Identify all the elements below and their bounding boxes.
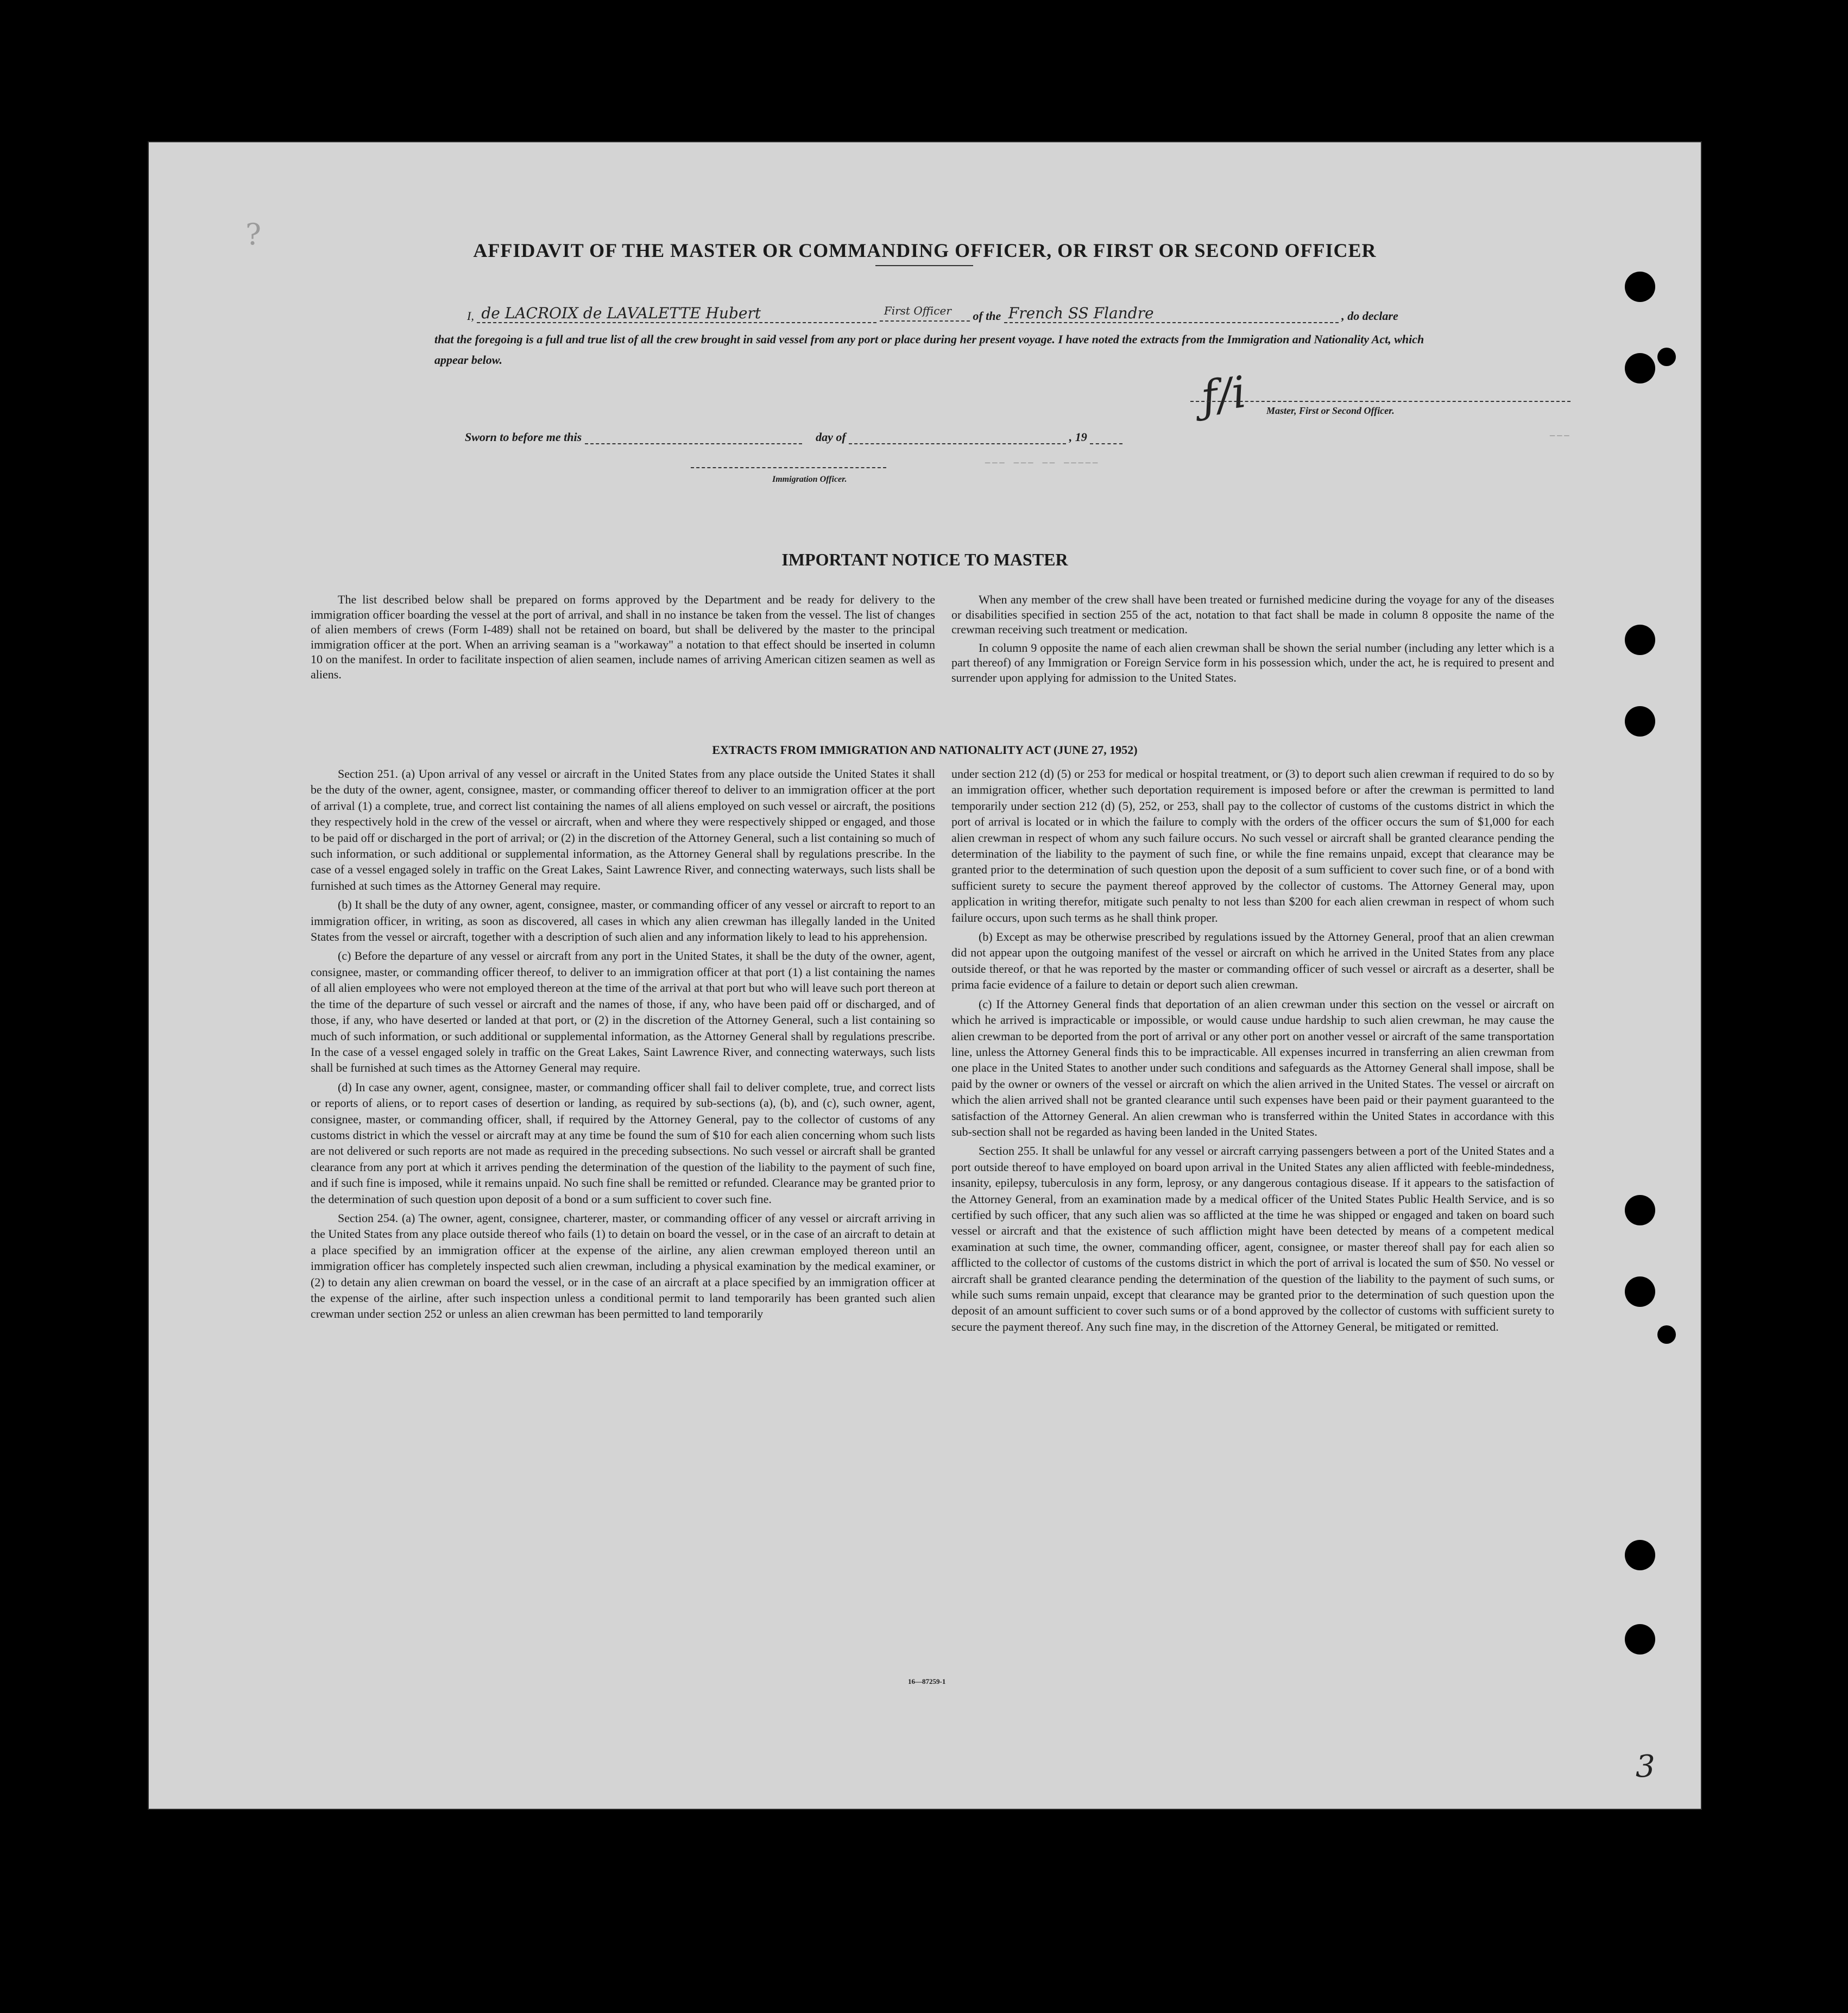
punch-hole [1625,1276,1655,1307]
signature-line [1190,401,1571,402]
sworn-blank [585,429,802,444]
declaration-prefix: I, [467,309,474,323]
section-251b: (b) It shall be the duty of any owner, agent, consignee, master, or commanding officer of any vessel or aircraft to report to an immigration officer, in writing, as soon as discovered, all cases in which any alien crewman has illegally landed in the United States from the vessel or aircraft, together with a description of such alien and any information likely to lead to his apprehension. [311,898,935,944]
punch-hole [1625,706,1655,737]
section-254a: Section 254. (a) The owner, agent, consignee, charterer, master, or commanding officer of any vessel or aircraft arriving in the United States from any place outside thereof who fails (1) to detain on board the vessel, or in the case of an aircraft to detain at a place specified by an immigration officer at the expense of the airline, any alien crewman employed thereon until an immigration officer has completely inspected such alien crewman, including a physical examination by the medical examiner, or (2) to detain any alien crewman on board the vessel, or in the case of an aircraft at a place specified by an immigration officer at the expense of the airline, after such inspection unless a conditional permit to land temporarily has been granted such alien crewman under section 252 or unless an alien crewman has been permitted to land temporarily [311,1211,935,1321]
month-blank [849,429,1066,444]
punch-hole [1625,1624,1655,1655]
punch-hole [1625,272,1655,302]
notice-left-text: The list described below shall be prepared on forms approved by the Department and be ready for delivery to the immigration officer boarding the vessel at the port of arrival, and shall in no instance be taken from the vessel. The list of changes of alien members of crews (Form I-489) shall not be retained on board, but shall be delivered by the master to the principal immigration officer at the port. When an arriving seaman is a "workaway" a notation to that effect should be inserted in column 10 on the manifest. In order to facilitate inspection of alien seamen, include names of arriving American citizen seamen as well as aliens. [311,593,935,681]
immigration-officer-line [691,467,886,468]
document-page [148,141,1702,1810]
bleed-through: ‒‒‒ [1549,429,1571,443]
year-blank [1090,429,1122,444]
section-254a-cont: under section 212 (d) (5) or 253 for medical or hospital treatment, or (3) to deport such alien crewman if required to do so by an immigration officer, whether such deportation requirement is imposed before or after the crewman is permitted to land temporarily under section 212 (d) (5), 252, or 253, shall pay to the collector of customs of the customs district in which the port of arrival is located or in which the failure to comply with the orders of the officer occurs the sum of $1,000 for each alien crewman in respect of whom any such failure occurs. No such vessel or aircraft shall be granted clearance pending the determination of the liability to the payment of such fine, or while the fine remains unpaid, except that clearance may be granted prior to the determination of such question upon the deposit of a sum sufficient to cover such fine, or of a bond with sufficient surety to secure the payment thereof approved by the collector of customs. The Attorney General may, upon application in writing therefor, mitigate such penalty to not less than $200 for each alien crewman in respect of whom such failure occurs, upon such terms as he shall think proper. [951,767,1554,924]
immigration-officer-caption: Immigration Officer. [772,475,847,484]
officer-signature: ƒ/i [1197,366,1250,423]
notice-right-column [951,592,1554,688]
declaration-body: that the foregoing is a full and true list of all the crew brought in said vessel from any port or place during her present voyage. I have noted the extracts from the Immigration and Nationality Act, which appear below. [434,332,1424,367]
day-of-label: day of [816,430,846,444]
year-label: , 19 [1069,430,1087,444]
extracts-left-column [311,766,935,1325]
section-254c: (c) If the Attorney General finds that deportation of an alien crewman under this section on the vessel or aircraft on which he arrived is impracticable or impossible, or would cause undue hardship to such alien crewman, he may cause the alien crewman to be deported from the port of arrival or any other port on another vessel or aircraft of the same transportation line, unless the Attorney General finds this to be impracticable. All expenses incurred in transferring an alien crewman from one place in the United States to another under such conditions and safeguards as the Attorney General shall impose, shall be paid by the owner or owners of the vessel or aircraft on which the alien arrived in the United States. The vessel or aircraft on which the alien arrived shall not be granted clearance until such expenses have been paid or their payment guaranteed to the satisfaction of the Attorney General. An alien crewman who is transferred within the United States in accordance with this sub-section shall not be regarded as having been landed in the United States. [951,997,1554,1138]
notice-left-column [311,592,935,685]
officer-rank-field: First Officer [880,304,970,322]
notice-right-text-2: In column 9 opposite the name of each alien crewman shall be shown the serial number (including any letter which is a part thereof) of any Immigration or Foreign Service form in his possession which, under the act, he is required to present and surrender upon applying for admission to the United States. [951,640,1554,684]
section-251c: (c) Before the departure of any vessel or aircraft from any port in the United States, it shall be the duty of the owner, agent, consignee, master, or commanding officer thereof, to deliver to an immigration officer at that port (1) a list containing the names of all alien employees who were not employed thereon at the time of the arrival at that port but who will leave such port thereon at the time of the departure of such vessel or aircraft and the names of those, if any, who have been paid off or discharged, and of those, if any, who have deserted or landed at that port, or (2) in the discretion of the Attorney General, such a list containing so much of such information, or such additional or supplemental information, as the Attorney General shall by regulations prescribe. In the case of a vessel engaged solely in traffic on the Great Lakes, Saint Lawrence River, and connecting waterways, such lists shall be furnished at such times as the Attorney General may require. [311,949,935,1075]
punch-hole [1657,1325,1676,1344]
punch-hole [1657,348,1676,366]
notice-title: IMPORTANT NOTICE TO MASTER [781,550,1068,569]
of-the-label: of the [973,309,1001,323]
declare-label: , do declare [1341,309,1398,323]
margin-smudge: ? [245,217,261,251]
section-251d: (d) In case any owner, agent, consignee, master, or commanding officer shall fail to deliver complete, true, and correct lists or reports of aliens, or to report cases of desertion or landing, as required by sub-sections (a), (b), and (c), such owner, agent, consignee, master, or commanding officer, shall, if required by the Attorney General, pay to the collector of customs of any customs district in which the vessel or aircraft may at any time be found the sum of $10 for each alien concerning whom such lists are not delivered or such reports are not made as required in the preceding subsections. No such vessel or aircraft shall be granted clearance from any port at which it arrives pending the determination of the question of the liability to the payment of such fine, and if such fine is imposed, while it remains unpaid. No such fine shall be remitted or refunded. Clearance may be granted prior to the determination of such question upon deposit of a bond or a sum sufficient to cover such fine. [311,1080,935,1206]
punch-hole [1625,353,1655,383]
section-254b: (b) Except as may be otherwise prescribed by regulations issued by the Attorney General, proof that an alien crewman did not appear upon the outgoing manifest of the vessel or aircraft on which he arrived in the United States from any place outside thereof, or that he was reported by the master or commanding officer of such vessel or aircraft as a deserter, shall be prima facie evidence of a failure to detain or deport such alien crewman. [951,930,1554,992]
notice-right-text-1: When any member of the crew shall have been treated or furnished medicine during the voyage for any of the diseases or disabilities specified in section 255 of the act, notation to that fact shall be made in column 8 opposite the name of the crewman receiving such treatment or medication. [951,593,1554,636]
punch-hole [1625,625,1655,655]
officer-name-field: de LACROIX de LAVALETTE Hubert [477,304,876,323]
section-255: Section 255. It shall be unlawful for any vessel or aircraft carrying passengers between a port of the United States and a port outside thereof to have employed on board upon arrival in the United States any alien afflicted with feeble-mindedness, insanity, epilepsy, tuberculosis in any form, leprosy, or any dangerous contagious disease. If it appears to the satisfaction of the Attorney General, from an examination made by a medical officer of the United States Public Health Service, and is so certified by such officer, that any such alien was so afflicted at the time he was shipped or engaged and taken on board such vessel or aircraft and that the existence of such affliction might have been detected by means of a competent medical examination at such time, the owner, commanding officer, agent, consignee, or master thereof shall pay for each alien so afflicted to the collector of customs of the customs district in which the port of arrival is located the sum of $50. No vessel or aircraft shall be granted clearance pending the determination of the question of the liability to the payment of such sums, or while such sums remain unpaid, except that clearance may be granted prior to the determination of such question upon the deposit of an amount sufficient to cover such sums or of a bond approved by the collector of customs with sufficient surety to secure the payment thereof. Any such fine may, in the discretion of the Attorney General, be mitigated or remitted. [951,1144,1554,1333]
punch-hole [1625,1195,1655,1225]
title-rule [875,265,973,266]
sworn-line [465,429,1122,444]
punch-hole [1625,1540,1655,1570]
page-number: 3 [1636,1749,1655,1784]
declaration-line [467,304,1398,323]
signature-caption: Master, First or Second Officer. [1266,405,1395,416]
form-number: 16—87259-1 [908,1677,946,1685]
bleed-through: ‒‒‒ ‒‒‒ ‒‒ ‒‒‒‒‒ [984,456,1099,470]
vessel-name-field: French SS Flandre [1004,304,1339,323]
affidavit-title: AFFIDAVIT OF THE MASTER OR COMMANDING OFFICER, OR FIRST OR SECOND OFFICER [473,240,1377,261]
extracts-title: EXTRACTS FROM IMMIGRATION AND NATIONALITY ACT (JUNE 27, 1952) [712,743,1138,757]
section-251a: Section 251. (a) Upon arrival of any vessel or aircraft in the United States from any place outside the United States it shall be the duty of the owner, agent, consignee, master, or commanding officer thereof to deliver to an immigration officer at the port of arrival (1) a complete, true, and correct list containing the names of all aliens employed on such vessel or aircraft, the positions they respectively hold in the crew of the vessel or aircraft, when and where they were respectively shipped or engaged, and those to be paid off or discharged in the port of arrival; or (2) in the discretion of the Attorney General, such a list containing so much of such information, or such additional or supplemental information, as the Attorney General shall by regulations prescribe. In the case of a vessel engaged solely in traffic on the Great Lakes, Saint Lawrence River, and connecting waterways, such lists shall be furnished at such times as the Attorney General may require. [311,767,935,892]
extracts-right-column [951,766,1554,1338]
sworn-label: Sworn to before me this [465,430,582,444]
